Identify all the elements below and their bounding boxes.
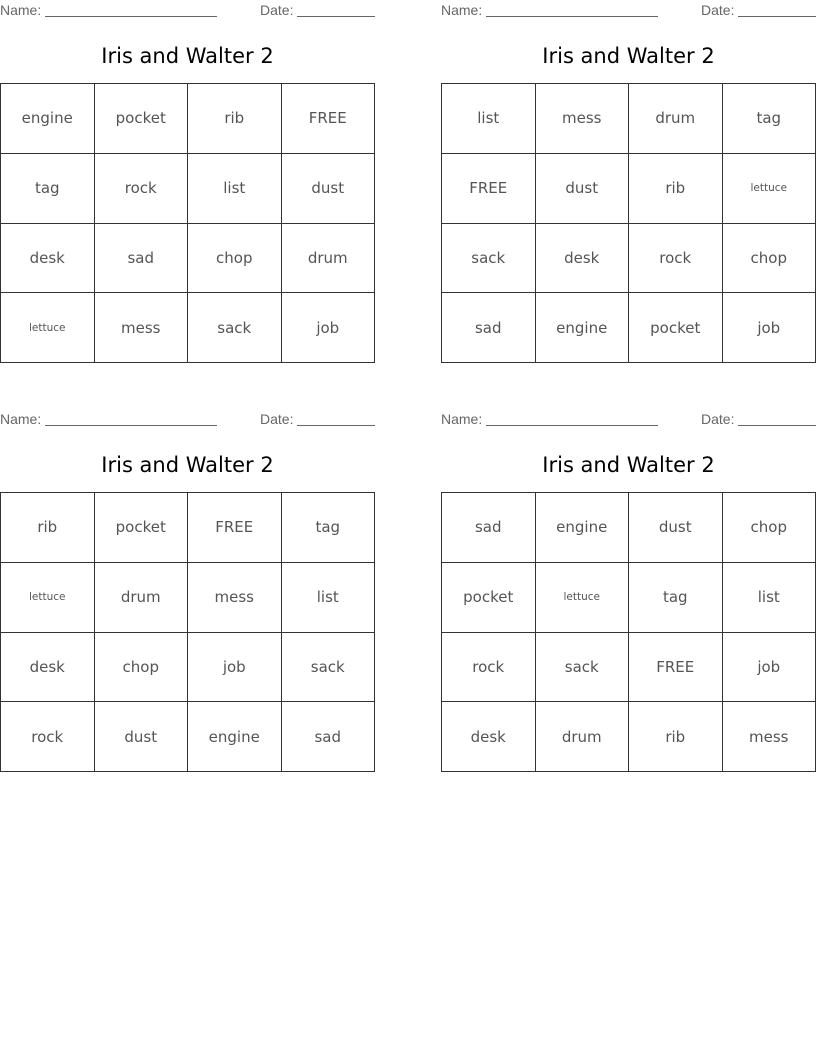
bingo-cell: pocket — [442, 563, 536, 633]
bingo-card — [0, 0, 375, 375]
name-label: Name: — [0, 411, 42, 427]
bingo-cell: sad — [442, 493, 536, 563]
bingo-cell: dust — [536, 154, 630, 224]
card-title: Iris and Walter 2 — [101, 453, 274, 477]
bingo-cell: mess — [95, 293, 189, 363]
bingo-cell: sack — [188, 293, 282, 363]
name-label: Name: — [441, 2, 483, 18]
name-date-line — [441, 2, 816, 20]
bingo-cell: sad — [442, 293, 536, 363]
bingo-cell: rock — [629, 224, 723, 294]
bingo-cell: rib — [1, 493, 95, 563]
bingo-cell: job — [188, 633, 282, 703]
card-title: Iris and Walter 2 — [542, 453, 715, 477]
name-blank — [45, 425, 217, 426]
bingo-cell: rock — [442, 633, 536, 703]
bingo-cell: desk — [1, 224, 95, 294]
bingo-card — [441, 409, 816, 784]
date-label: Date: — [701, 2, 735, 18]
bingo-cell: FREE — [442, 154, 536, 224]
bingo-cell: desk — [536, 224, 630, 294]
bingo-cell: job — [723, 633, 816, 703]
name-blank — [486, 425, 658, 426]
bingo-cell: FREE — [188, 493, 282, 563]
bingo-cell: dust — [629, 493, 723, 563]
bingo-cell: sack — [536, 633, 630, 703]
bingo-cell: list — [723, 563, 816, 633]
bingo-cell: chop — [723, 224, 816, 294]
name-label: Name: — [441, 411, 483, 427]
bingo-grid — [441, 83, 816, 363]
date-blank — [738, 425, 816, 426]
date-blank — [297, 16, 375, 17]
date-label: Date: — [260, 2, 294, 18]
bingo-cell: dust — [95, 702, 189, 772]
name-blank — [45, 16, 217, 17]
bingo-cell: list — [442, 84, 536, 154]
bingo-cell: sack — [282, 633, 376, 703]
bingo-cell: desk — [1, 633, 95, 703]
bingo-cell: engine — [188, 702, 282, 772]
bingo-cell: pocket — [629, 293, 723, 363]
bingo-cell: list — [188, 154, 282, 224]
bingo-cell: mess — [536, 84, 630, 154]
name-date-line — [0, 2, 375, 20]
bingo-cell: lettuce — [536, 563, 630, 633]
bingo-cell: lettuce — [1, 563, 95, 633]
bingo-cell: sad — [282, 702, 376, 772]
bingo-cell: pocket — [95, 493, 189, 563]
bingo-cell: chop — [188, 224, 282, 294]
card-title: Iris and Walter 2 — [542, 44, 715, 68]
bingo-cell: lettuce — [1, 293, 95, 363]
name-date-line — [441, 411, 816, 429]
bingo-cell: tag — [629, 563, 723, 633]
bingo-cell: job — [723, 293, 816, 363]
bingo-cell: sad — [95, 224, 189, 294]
bingo-cell: mess — [723, 702, 816, 772]
bingo-grid — [0, 492, 375, 772]
bingo-cell: FREE — [629, 633, 723, 703]
bingo-cell: drum — [282, 224, 376, 294]
bingo-cell: job — [282, 293, 376, 363]
bingo-cell: sack — [442, 224, 536, 294]
bingo-cell: engine — [1, 84, 95, 154]
bingo-cell: engine — [536, 493, 630, 563]
bingo-grid — [0, 83, 375, 363]
bingo-cell: drum — [95, 563, 189, 633]
bingo-cell: rock — [95, 154, 189, 224]
bingo-card — [441, 0, 816, 375]
bingo-card — [0, 409, 375, 784]
bingo-cell: pocket — [95, 84, 189, 154]
bingo-cell: dust — [282, 154, 376, 224]
bingo-cell: tag — [723, 84, 816, 154]
name-label: Name: — [0, 2, 42, 18]
bingo-cell: chop — [95, 633, 189, 703]
bingo-cell: drum — [536, 702, 630, 772]
bingo-cell: rib — [629, 154, 723, 224]
date-label: Date: — [260, 411, 294, 427]
bingo-grid — [441, 492, 816, 772]
card-title: Iris and Walter 2 — [101, 44, 274, 68]
bingo-cell: chop — [723, 493, 816, 563]
date-blank — [738, 16, 816, 17]
bingo-cell: lettuce — [723, 154, 816, 224]
bingo-cell: rib — [188, 84, 282, 154]
name-blank — [486, 16, 658, 17]
bingo-cell: mess — [188, 563, 282, 633]
bingo-cell: tag — [1, 154, 95, 224]
name-date-line — [0, 411, 375, 429]
bingo-cell: rock — [1, 702, 95, 772]
date-blank — [297, 425, 375, 426]
bingo-cell: list — [282, 563, 376, 633]
bingo-cell: desk — [442, 702, 536, 772]
bingo-cell: tag — [282, 493, 376, 563]
bingo-cell: drum — [629, 84, 723, 154]
date-label: Date: — [701, 411, 735, 427]
bingo-cell: engine — [536, 293, 630, 363]
bingo-cell: FREE — [282, 84, 376, 154]
bingo-cell: rib — [629, 702, 723, 772]
